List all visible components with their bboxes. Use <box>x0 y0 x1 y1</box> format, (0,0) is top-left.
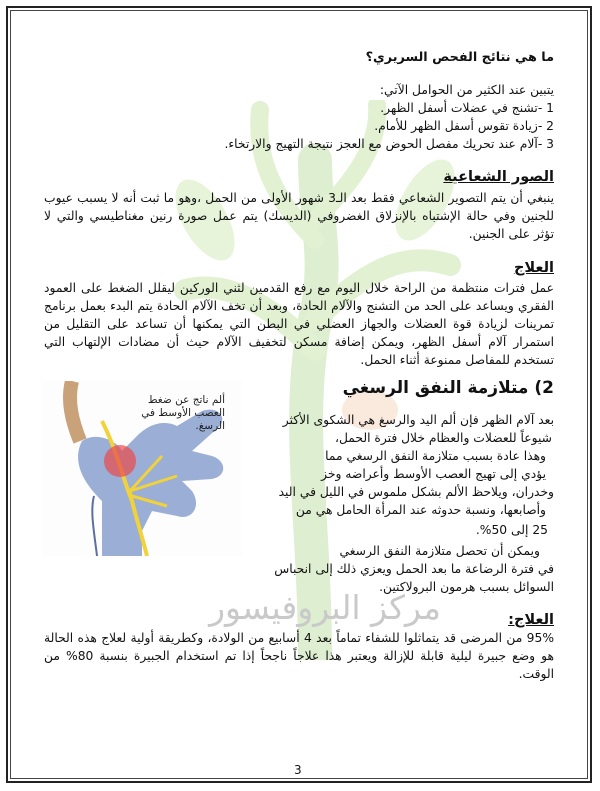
treatment2-body: 95% من المرضى قد يتماثلوا للشفاء تماماً بعد 4 أسابيع من الولادة، وكطريقة أولية لعلاج هذه الحالة هو وضع جبيرة ليلية قابلة للإزالة ويعتبر هذا علاجاً ناجحاً إذا تم استخدام الجبيرة بنسبة 80% من الوقت. <box>44 631 555 681</box>
carpal-line: يؤدي إلى تهيج العصب الأوسط وأعراضه وخز <box>321 467 546 481</box>
list-item: 2 -زيادة تقوس أسفل الظهر للأمام. <box>374 119 554 133</box>
list-item: 3 -آلام عند تحريك مفصل الحوض مع العجز نتيجة التهيج والارتخاء. <box>224 137 554 151</box>
carpal-line: في فترة الرضاعة ما بعد الحمل ويعزي ذلك إلى انحباس <box>274 562 554 576</box>
clinical-intro: يتبين عند الكثير من الحوامل الآتي: <box>379 83 554 97</box>
clinical-list <box>224 99 554 153</box>
carpal-line: وأصابعها، ونسبة حدوثه عند المرأة الحامل هي من <box>295 503 546 517</box>
carpal-line: 25 إلى 50%. <box>475 523 548 537</box>
section2-title: متلازمة النفق الرسغي <box>342 378 529 398</box>
carpal-line: بعد آلام الظهر فإن ألم اليد والرسغ هي الشكوى الأكثر <box>282 413 554 427</box>
clinical-title: ما هي نتائج الفحص السريري؟ <box>365 50 554 65</box>
carpal-line: وخدران، ويلاحظ الألم بشكل ملموس في الليل في اليد <box>278 485 554 499</box>
watermark-text: مركز البروفيسور <box>209 588 441 627</box>
treatment-body: عمل فترات منتظمة من الراحة خلال اليوم مع رفع القدمين لثني الوركين ليقلل الضغط على العمود الفقري ويساعد على الحد من التشنج والآلام الحادة، وبعد أن تخف الآلام الحادة يتم البدء بعمل برنامج تمرينات لزيادة قوة العضلات والجهاز العضلي في البطن التي يمكنها أن تساعد على التقليل من استمرار آلام أسفل الظهر، ويمكن إضافة مسكن لتخفيف الآلام حيث أن مضادات الإلتهاب التي تستخدم للمفاصل ممنوعة أثناء الحمل. <box>44 281 554 367</box>
page-number: 3 <box>294 763 302 777</box>
carpal-line: السوائل بسبب هرمون البرولاكتين. <box>379 580 554 594</box>
imaging-body: ينبغي أن يتم التصوير الشعاعي فقط بعد الـ3 شهور الأولى من الحمل ،وهو ما ثبت أنه لا يسبب عيوب للجنين وفي حالة الإشتباه بالإنزلاق الغضروفي (الديسك) يتم عمل صورة رنين مغناطيسي والتي لا تؤثر على الجنين. <box>44 191 554 241</box>
figure-caption: ألم ناتج عن ضغط العصب الأوسط في الرسغ. <box>141 394 225 432</box>
list-item: 1 -تشنج في عضلات أسفل الظهر. <box>380 101 554 115</box>
carpal-line: ويمكن أن تحصل متلازمة النفق الرسغي <box>339 544 540 558</box>
imaging-heading: الصور الشعاعية <box>443 169 554 185</box>
section2-heading <box>343 378 554 398</box>
section2-number: 2) <box>534 378 554 398</box>
treatment2-heading: العلاج: <box>508 612 554 628</box>
treatment-heading: العلاج <box>513 260 554 276</box>
carpal-line: وهذا عادة بسبب متلازمة النفق الرسغي مما <box>325 449 546 463</box>
carpal-line: شيوعاً للعضلات والعظام خلال فترة الحمل، <box>335 431 552 445</box>
